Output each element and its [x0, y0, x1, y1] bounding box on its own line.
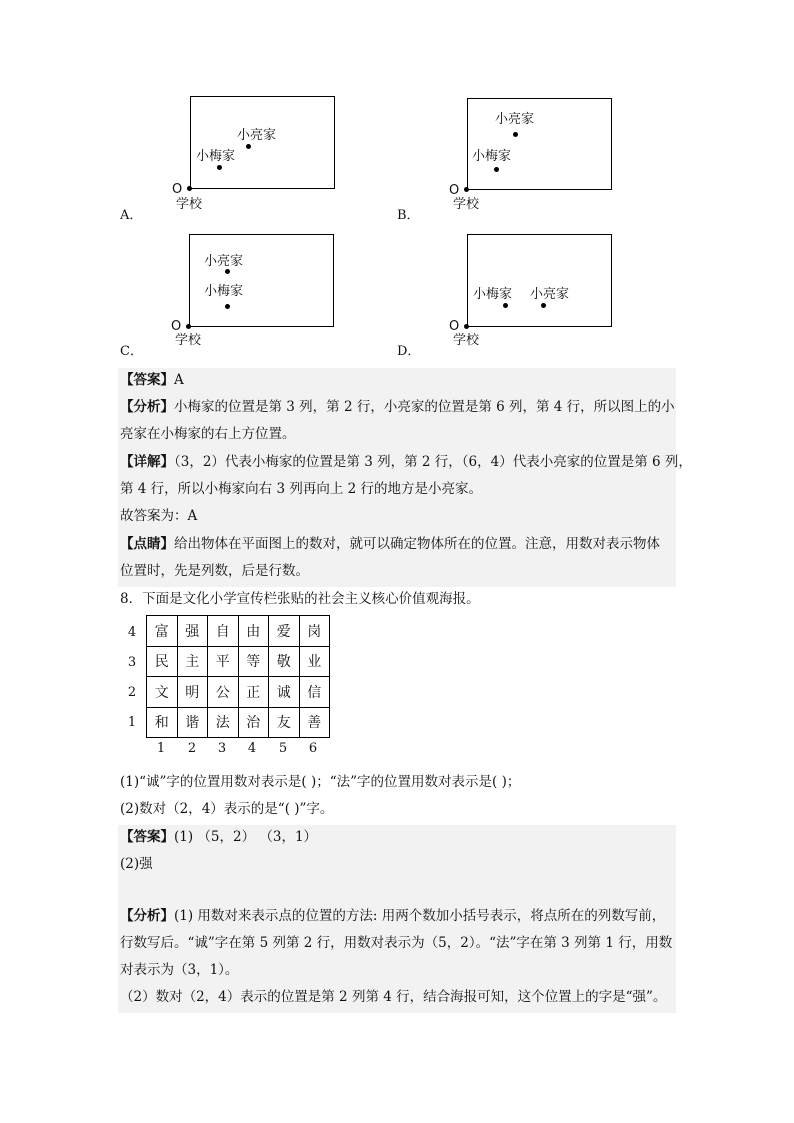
row-label: 1	[127, 715, 137, 730]
analysis-text: (1) 用数对来表示点的位置的方法: 用两个数加小括号表示，将点所在的列数写前，	[174, 908, 666, 924]
liang-home-label: 小亮家	[204, 254, 244, 269]
tip-text: 给出物体在平面图上的数对，就可以确定物体所在的位置。注意，用数对表示物体	[174, 536, 660, 552]
grid-cell: 自	[208, 616, 239, 647]
map-frame	[467, 234, 612, 327]
mei-home-label: 小梅家	[196, 149, 236, 164]
answer-text: (1) （5，2） （3，1）	[174, 829, 318, 845]
row-label: 2	[127, 685, 137, 700]
q7-tip-line-1	[120, 536, 676, 552]
liang-home-label: 小亮家	[237, 128, 277, 143]
grid-cell: 信	[299, 677, 330, 708]
grid-cell: 富	[147, 616, 178, 647]
analysis-tag: 【分析】	[120, 399, 174, 415]
grid-cell: 善	[299, 707, 330, 738]
grid-cell: 民	[147, 646, 178, 677]
grid-cell: 和	[147, 707, 178, 738]
option-c-letter[interactable]: C．	[120, 344, 143, 359]
q8-analysis-line-3: 对表示为（3，1）。	[120, 962, 239, 978]
column-label: 5	[278, 741, 288, 756]
row-label: 4	[127, 625, 137, 640]
mei-home-dot	[503, 303, 508, 308]
grid-cell: 平	[208, 646, 239, 677]
map-frame	[189, 234, 334, 327]
option-d-letter[interactable]: D．	[397, 344, 421, 359]
option-b-letter[interactable]: B．	[397, 208, 420, 223]
liang-home-dot	[541, 303, 546, 308]
origin-label: O	[171, 319, 182, 334]
column-label: 3	[217, 741, 227, 756]
q8-question: 8．下面是文化小学宣传栏张贴的社会主义核心价值观海报。	[120, 591, 480, 607]
grid-cell: 敬	[269, 646, 300, 677]
mei-home-label: 小梅家	[473, 287, 513, 302]
grid-row	[147, 677, 330, 708]
answer-text: A	[174, 372, 184, 388]
liang-home-label: 小亮家	[495, 112, 535, 127]
origin-dot	[464, 187, 469, 192]
origin-dot	[186, 324, 191, 329]
school-label: 学校	[175, 333, 202, 348]
column-label: 6	[308, 741, 318, 756]
liang-home-dot	[225, 269, 230, 274]
grid-row	[147, 616, 330, 647]
grid-cell: 业	[299, 646, 330, 677]
q8-analysis-line-2: 行数写后。“诚”字在第 5 列第 2 行，用数对表示为（5，2）。“法”字在第 3 列第 1 行，用数	[120, 935, 673, 951]
column-label: 2	[187, 741, 197, 756]
liang-home-dot	[513, 132, 518, 137]
column-label: 4	[247, 741, 257, 756]
grid-cell: 等	[238, 646, 269, 677]
q8-answer-line-1	[120, 829, 676, 845]
grid-cell: 正	[238, 677, 269, 708]
q8-subquestion-1: (1)“诚”字的位置用数对表示是( )；“法”字的位置用数对表示是( )；	[120, 774, 521, 790]
grid-cell: 法	[208, 707, 239, 738]
analysis-text: 小梅家的位置是第 3 列，第 2 行，小亮家的位置是第 6 列，第 4 行，所以图上的小	[174, 399, 675, 415]
grid-cell: 文	[147, 677, 178, 708]
tip-tag: 【点睛】	[120, 536, 174, 552]
grid-row	[147, 646, 330, 677]
school-label: 学校	[453, 197, 480, 212]
mei-home-label: 小梅家	[472, 149, 512, 164]
mei-home-dot	[225, 304, 230, 309]
mei-home-dot	[217, 165, 222, 170]
liang-home-label: 小亮家	[530, 287, 570, 302]
detail-tag: 【详解】	[120, 454, 174, 470]
answer-tag: 【答案】	[120, 829, 174, 845]
q7-detail-line-1	[120, 454, 692, 470]
school-label: 学校	[176, 197, 203, 212]
q8-analysis-line-1	[120, 908, 676, 924]
origin-dot	[187, 186, 192, 191]
q8-analysis-line-4: （2）数对（2，4）表示的位置是第 2 列第 4 行，结合海报可知，这个位置上的字是“强”。	[120, 989, 667, 1005]
q8-answer-line-2: (2)强	[120, 856, 153, 872]
grid-cell: 主	[177, 646, 208, 677]
grid-cell: 由	[238, 616, 269, 647]
grid-cell: 岗	[299, 616, 330, 647]
grid-row	[147, 707, 330, 738]
row-label: 3	[127, 655, 137, 670]
q7-analysis-line-2: 亮家在小梅家的右上方位置。	[120, 426, 296, 442]
option-a-letter[interactable]: A．	[120, 208, 143, 223]
map-frame	[467, 98, 612, 190]
grid-cell: 强	[177, 616, 208, 647]
q7-detail-line-2: 第 4 行，所以小梅家向右 3 列再向上 2 行的地方是小亮家。	[120, 481, 483, 497]
origin-label: O	[449, 183, 460, 198]
q7-analysis-line-1	[120, 399, 676, 415]
origin-label: O	[172, 182, 183, 197]
origin-label: O	[449, 319, 460, 334]
q7-tip-line-2: 位置时，先是列数，后是行数。	[120, 563, 309, 579]
grid-cell: 明	[177, 677, 208, 708]
grid-cell: 公	[208, 677, 239, 708]
q8-subquestion-2: (2)数对（2，4）表示的是“( )”字。	[120, 801, 334, 817]
grid-cell: 诚	[269, 677, 300, 708]
mei-home-label: 小梅家	[204, 284, 244, 299]
liang-home-dot	[246, 144, 251, 149]
mei-home-dot	[494, 167, 499, 172]
detail-text: （3，2）代表小梅家的位置是第 3 列，第 2 行，（6，4）代表小亮家的位置是第 6 列，	[174, 454, 692, 470]
grid-cell: 友	[269, 707, 300, 738]
values-poster-grid	[146, 615, 330, 738]
grid-cell: 谐	[177, 707, 208, 738]
q7-answer-line	[120, 372, 676, 388]
q7-final-answer: 故答案为：A	[120, 508, 198, 524]
school-label: 学校	[453, 333, 480, 348]
grid-cell: 爱	[269, 616, 300, 647]
origin-dot	[464, 324, 469, 329]
analysis-tag: 【分析】	[120, 908, 174, 924]
grid-cell: 治	[238, 707, 269, 738]
column-label: 1	[156, 741, 166, 756]
answer-tag: 【答案】	[120, 372, 174, 388]
